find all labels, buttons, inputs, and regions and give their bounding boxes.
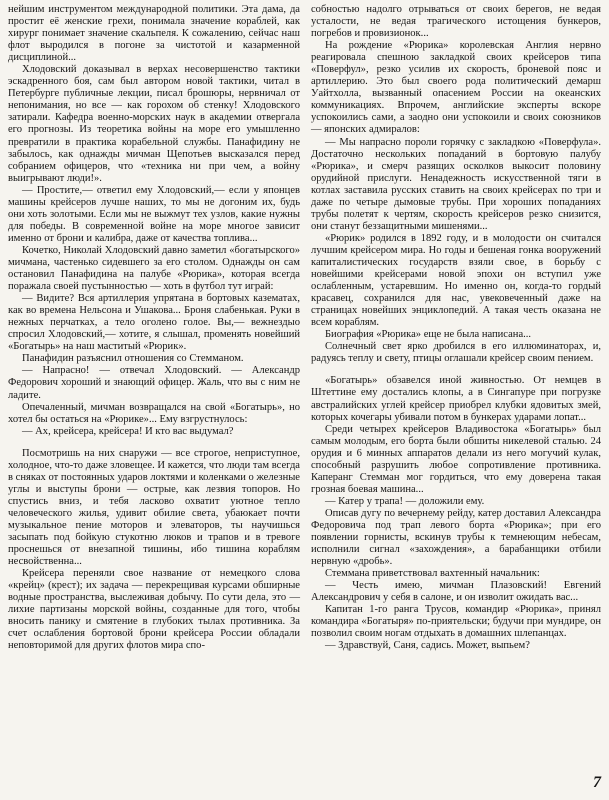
paragraph: Кочетко, Николай Хлодовский давно заметил «богатырского» мичмана, частенько сидевшего за его столом. Однажды он сам остановил Панафидина на палубе «Рюрика», которая всегда поражала своей пустынностью — хоть в футбол тут играй: <box>8 244 300 293</box>
paragraph: Описав дугу по вечернему рейду, катер доставил Александра Федоровича под трап левого борта «Рюрика»; при его появлении горнисты, вскинув трубы к темнеющим небесам, исполнили сигнал «захождения», а барабанщики отбили нервную «дробь». <box>311 507 601 568</box>
paragraph: собностью надолго отрываться от своих берегов, не ведая усталости, не ведая трагического истощения бункеров, погребов и провизионок... <box>311 4 601 40</box>
paragraph: Капитан 1-го ранга Трусов, командир «Рюрика», принял командира «Богатыря» по-приятельски; будучи при мундире, он позволил своим ногам отдыхать в домашних шлепанцах. <box>311 604 601 640</box>
paragraph: нейшим инструментом международной политики. Эта дама, да простит её женские грехи, понимала значение кораблей, как хирург понимает значение скальпеля. К сожалению, сейчас наш флот выродился в погоне за чистотой и казарменной дисциплиной... <box>8 4 300 64</box>
section-break <box>8 438 300 448</box>
section-break <box>311 365 601 375</box>
left-column <box>8 4 300 652</box>
paragraph: — Видите? Вся артиллерия упрятана в бортовых казематах, как во времена Нельсона и Ушакова... Броня слабенькая. Руки в нежных перчатках, а тело оголено голое. Вы,— вежнездыо спросил Хлодовский,— хотите, я слышал, променять новейший «Богатырь» на наш маститый «Рюрик». <box>8 293 300 353</box>
right-column <box>311 4 601 652</box>
paragraph: Стеммана приветствовал вахтенный начальник: <box>325 568 540 580</box>
paragraph: — Катер у трапа! — доложили ему. <box>325 495 485 507</box>
paragraph: — Простите,— ответил ему Хлодовский,— если у японцев машины крейсеров лучше наших, то мы не догоним их, будь они хоть золотыми. Если мы не выжмут тех узлов, какие нужны для победы. В современной войне на море многое зависит именно от брони и калибра, даже от качества топлива... <box>8 184 300 244</box>
paragraph: Биография «Рюрика» еще не была написана... <box>325 329 532 341</box>
paragraph: Панафидин разъяснил отношения со Стемманом. <box>22 353 244 365</box>
paragraph: Крейсера переняли свое название от немецкого слова «крейц» (крест); их задача — перекрещивая курсами обширные водные пространства, выслеживая добычу. По сути дела, это — лихие партизаны морской войны, созданные для того, чтобы вносить панику и смятение в глубоких тылах противника. За счет ослабления бортовой брони крейсера России обладали неповторимой для других флотов мира спо- <box>8 568 300 652</box>
paragraph: — Напрасно! — отвечал Хлодовский. — Александр Федорович хороший и знающий офицер. Жаль, что вы с ним не ладите. <box>8 365 300 401</box>
paragraph: Солнечный свет ярко дробился в его иллюминаторах, и, радуясь теплу и свету, птицы оглашали крейсер своим пением. <box>311 341 601 365</box>
paragraph: — Ах, крейсера, крейсера! И кто вас выдумал? <box>22 425 234 437</box>
paragraph: — Честь имею, мичман Плазовский! Евгений Александрович у себя в салоне, и он изволит ожидать вас... <box>311 580 601 604</box>
paragraph: — Мы напрасно пороли горячку с закладкою «Поверфула». Достаточно нескольких попаданий в бортовую палубу «Рюрика», и смерч разящих осколков выкосит половину орудийной прислуги. Ненадежность искусственной тяги в котлах заставила русских ставить на своих крейсерах по три и даже по четыре дымовые трубы. При хороших попаданиях трубы полетят к чертям, скорость крейсеров резко снизится, они станут беззащитными мишенями... <box>311 136 601 232</box>
paragraph: — Здравствуй, Саня, садись. Может, выпьем? <box>325 640 530 652</box>
paragraph: Опечаленный, мичман возвращался на свой «Богатырь», но хотел бы остаться на «Рюрике»... Ему взгрустнулось: <box>8 401 300 425</box>
paragraph: Среди четырех крейсеров Владивостока «Богатырь» был самым молодым, его борта были обшиты никелевой сталью. 24 орудия и 6 минных аппаратов делали из него могучий кулак, способный разрушить любое сопротивление противника. Каперанг Стемман мог гордиться, что ему доверена такая грозная боевая машина... <box>311 423 601 495</box>
paragraph: Хлодовский доказывал в верхах несовершенство тактики эскадренного боя, сам был автором новой тактики, читал в Петербурге публичные лекции, писал брошюры, нервничал от непонимания, но все — как горохом об стенку! Хлодовского затирали. Кафедра военно-морских наук в академии отвергала его прогнозы. Из теоретика войны на море его умышленно превратили в практика корабельной службы. Панафидину не забылось, как однажды мичман Щепотьев высказался перед собранием офицеров, что «техника ни при чем, а войну выигрывают люди!». <box>8 64 300 184</box>
paragraph: Посмотришь на них снаружи — все строгое, неприступное, холодное, что-то даже зловещее. И кажется, что люди там всегда в сняках от постоянных ударов локтями и коленками о железные углы и выступы брони — острые, как лезвия топоров. Но спустись вниз, и тебя ласково охватит уютное тепло человеческого жилья, удивит обилие света, убаюкает почти музыкальное пение моторов и элеваторов, ты научишься засыпать под бойкую стукотню люков и трапов и в тревоге проснешься от внезапной тишины, ибо тишина кораблям несвойственна... <box>8 447 300 568</box>
paragraph: «Богатырь» обзавелся иной живностью. От немцев в Штеттине ему достались клопы, а в Сингапуре при погрузке австралийских углей крейсер приобрел клубки ядовитых змей, которых кочегары убивали потом в бункерах ударами лопат... <box>311 375 601 423</box>
paragraph: «Рюрик» родился в 1892 году, и в молодости он считался лучшим крейсером мира. Но годы и бешеная гонка вооружений капиталистических государств взяли свое, в борьбу с новейшими крейсерами новой эпохи он вступил уже ослабленным, устаревшим. Но именно он, когда-то гордый красавец, сохранился для нас, увековеченный даже на страницах новейших энциклопедий. А такая честь оказана не всем кораблям. <box>311 232 601 329</box>
page-number: 7 <box>593 774 601 791</box>
paragraph: На рождение «Рюрика» королевская Англия нервно реагировала спешною закладкой своих крейсеров типа «Поверфул», резко усилив их скорость, броневой пояс и артиллерию. Это был своего рода политический демарш Уайтхолла, вызванный опасением России на океанских коммуникациях. Впрочем, английские эксперты вскоре успокоились сами, а заодно они успокоили и своих союзников — японских адмиралов: <box>311 40 601 136</box>
